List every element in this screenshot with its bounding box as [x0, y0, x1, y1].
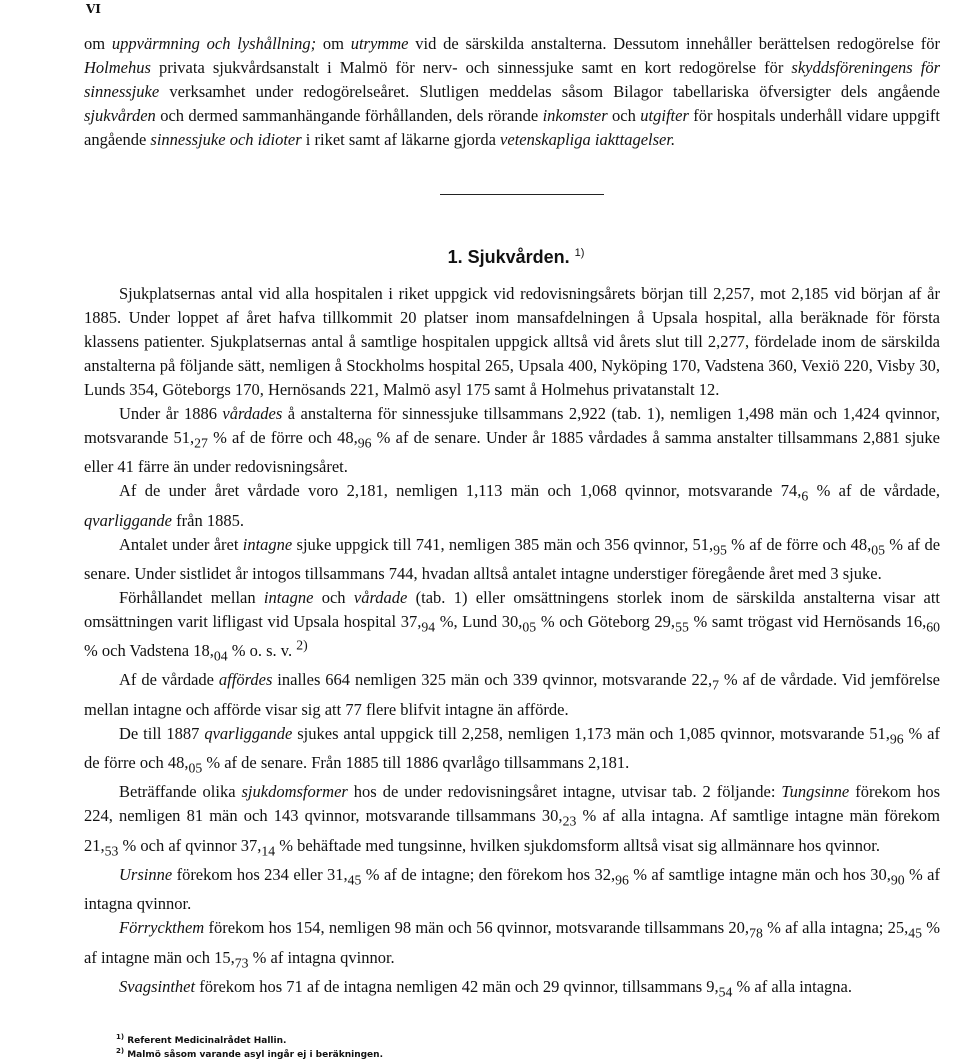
- paragraph-qvarliggande-1887: De till 1887 qvarliggande sjukes antal uppgick till 2,258, nemligen 1,173 män och 1,085 qvinnor, motsvarande $51,_{96}$ % af de förre och $48,_{05}$ % af de senare. Från 1885 till 1886 qvarlågo tillsammans 2,181.: [84, 723, 940, 776]
- intro-paragraph: om uppvärmning och lyshållning; om utrymme vid de särskilda anstalterna. Dessutom innehåller berättelsen redogörelse för Holmehus privata sjukvårdsanstalt i Malmö för nerv- och sinnessjuke samt en kort redogörelse för skyddsföreningens för sinnessjuke verksamhet under redogörelseåret. Slutligen meddelas såsom Bilagor tabellariska öfversigter dels angående sjukvården och dermed sammanhängande förhållanden, dels rörande inkomster och utgifter för hospitals underhåll vidare uppgift angående sinnessjuke och idioter i riket samt af läkarne gjorda vetenskapliga iakttagelser.: [84, 34, 940, 149]
- footnote-1: $^{1)}$ Referent Medicinalrådet Hallin.: [116, 1033, 287, 1046]
- paragraph-omsattning: Förhållandet mellan intagne och vårdade (tab. 1) eller omsättningens storlek inom de särskilda anstalterna visar att omsättningen varit lifligast vid Upsala hospital $37,_{94}$ %, Lund $30,_{05}$ % och Göteborg $29,_{55}$ % samt trögast vid Hernösands $16,_{60}$ % och Vadstena $18,_{04}$ % o. s. v. $^{2)}$: [84, 587, 940, 664]
- section-body: [84, 282, 940, 1004]
- section-divider: [440, 194, 604, 195]
- paragraph-intagne: Antalet under året intagne sjuke uppgick till 741, nemligen 385 män och 356 qvinnor, $51,_{95}$ % af de förre och $48,_{05}$ % af de senare. Under sistlidet år intogos tillsammans 744, hvadan alltså antalet intagne understiger föregående året med 3 sjuke.: [84, 534, 941, 583]
- paragraph-svagsinthet: Svagsinthet förekom hos 71 af de intagna nemligen 42 män och 29 qvinnor, tillsammans $9,_{54}$ % af alla intagna.: [119, 976, 852, 1000]
- paragraph-sjukdomsformer: Beträffande olika sjukdomsformer hos de under redovisningsåret intagne, utvisar tab. 2 följande: Tungsinne förekom hos 224, nemligen 81 män och 143 qvinnor, motsvarande tillsammans $30,_{23}$ % af alla intagna. Af samtlige intagne män förekom $21,_{53}$ % och af qvinnor $37,_{14}$ % behäftade med tungsinne, hvilken sjukdomsform alltså visat sig allmännare hos qvinnor.: [84, 782, 940, 858]
- footnote-ref: 1): [574, 247, 585, 259]
- section-title: 1. Sjukvården.: [447, 247, 570, 267]
- paragraph-forrycktheт: Förrycktheт förekom hos 154, nemligen 98 män och 56 qvinnor, motsvarande tillsammans $20,_{78}$ % af alla intagna; $25,_{45}$ % af intagne män och $15,_{73}$ % af intagna qvinnor.: [84, 918, 940, 970]
- footnote-2: $^{2)}$ Malmö såsom varande asyl ingår ej i beräkningen.: [116, 1047, 383, 1060]
- paragraph-sjukplatser: Sjukplatsernas antal vid alla hospitalen i riket uppgick vid redovisningsårets början till 2,257, mot 2,185 vid början af år 1885. Under loppet af året hafva tillkommit 20 platser inom mansafdelningen å Upsala hospital, alla beräknade för första klassens patienter. Sjukplatsernas antal å samtlige hospitalen uppgick alltså vid årets slut till 2,277, fördelade inom de särskilda anstalterna på följande sätt, nemligen å Stockholms hospital 265, Upsala 400, Nyköping 170, Vadstena 360, Vexiö 220, Visby 30, Lunds 354, Göteborgs 170, Hernösands 221, Malmö asyl 175 samt å Holmehus privatanstalt 12.: [84, 284, 940, 399]
- page-number: VI: [86, 2, 101, 16]
- footnotes: [116, 1034, 936, 1062]
- paragraph-vardade: Under år 1886 vårdades å anstalterna för sinnessjuke tillsammans 2,922 (tab. 1), nemligen 1,498 män och 1,424 qvinnor, motsvarande $51,_{27}$ % af de förre och $48,_{96}$ % af de senare. Under år 1885 vårdades å samma anstalter tillsammans 2,881 sjuke eller 41 färre än under redovisningsåret.: [84, 404, 940, 477]
- paragraph-afforda: Af de vårdade affördes inalles 664 nemligen 325 män och 339 qvinnor, motsvarande $22,_7$ % af de vårdade. Vid jemförelse mellan intagne och afförde visar sig att 77 flere blifvit intagne än afförde.: [84, 670, 940, 719]
- section-heading: [0, 247, 960, 268]
- paragraph-ursinne: Ursinne förekom hos 234 eller $31,_{45}$ % af de intagne; den förekom hos $32,_{96}$ % af samtlige intagne män och hos $30,_{90}$ % af intagna qvinnor.: [84, 864, 940, 914]
- paragraph-qvarliggande: Af de under året vårdade voro 2,181, nemligen 1,113 män och 1,068 qvinnor, motsvarande $74,_6$ % af de vårdade, qvarliggande från 1885.: [84, 481, 940, 530]
